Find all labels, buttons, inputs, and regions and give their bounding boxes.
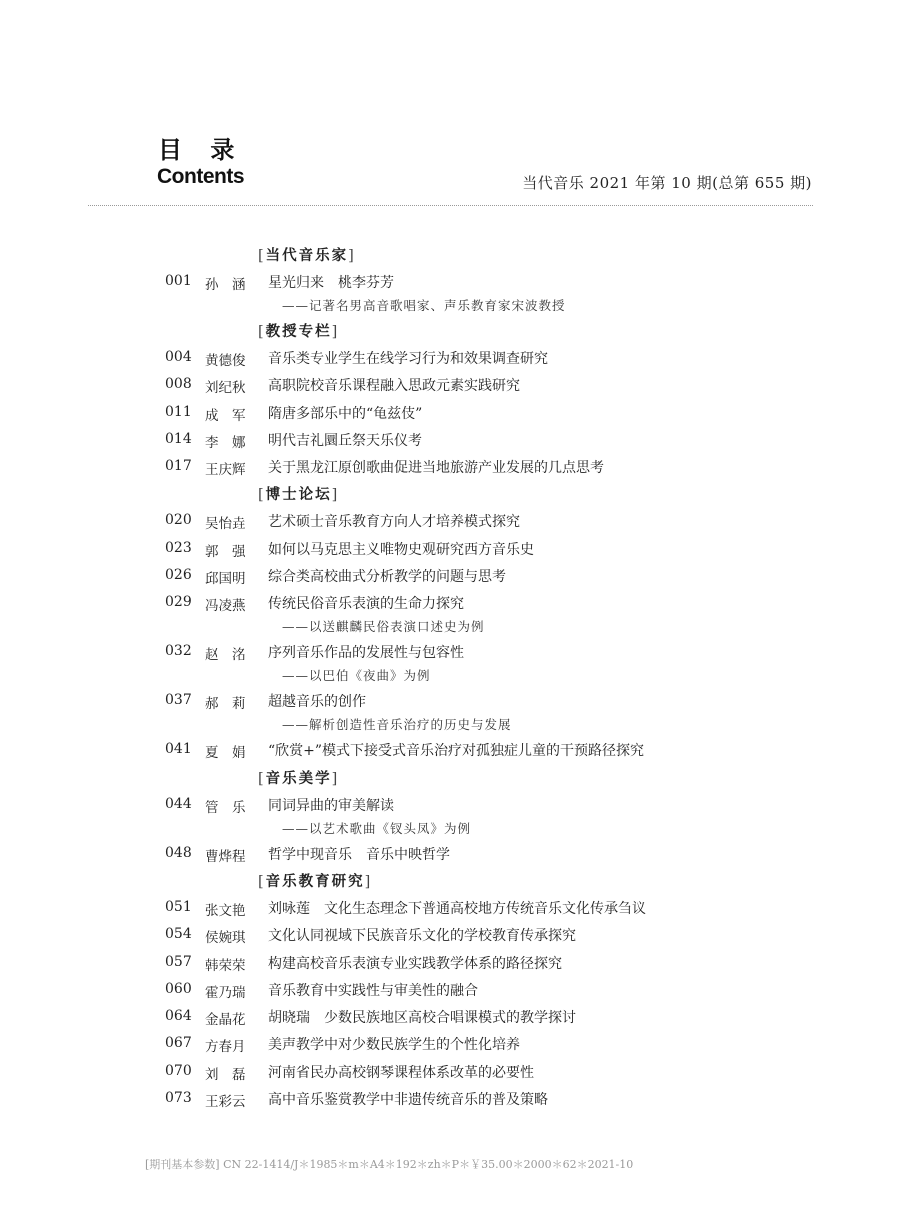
article-title: 哲学中现音乐 音乐中映哲学 — [268, 846, 450, 863]
page-number: 070 — [165, 1062, 192, 1079]
toc-entry — [0, 841, 900, 868]
page-number: 004 — [165, 349, 192, 365]
toc-entry — [0, 590, 900, 639]
author-name: 孙 涵 — [205, 277, 246, 293]
author-name: 李 娜 — [205, 434, 246, 451]
toc-entry — [0, 508, 900, 535]
section-label — [258, 244, 356, 265]
article-title: 高职院校音乐课程融入思政元素实践研究 — [268, 378, 520, 395]
section-label — [258, 483, 339, 504]
author-name: 郭 强 — [205, 543, 246, 560]
page-number: 029 — [165, 594, 192, 611]
toc-entry — [0, 563, 900, 590]
article-title: “欣赏+”模式下接受式音乐治疗对孤独症儿童的干预路径探究 — [268, 743, 645, 760]
toc-entry — [0, 454, 900, 481]
author-name: 金晶花 — [205, 1012, 246, 1029]
page-number: 026 — [165, 567, 192, 584]
article-title: 传统民俗音乐表演的生命力探究 — [268, 596, 464, 613]
page-number: 067 — [165, 1035, 192, 1052]
article-title: 超越音乐的创作 — [268, 694, 366, 711]
section-title: 博士论坛 — [265, 486, 332, 504]
page-number: 064 — [165, 1008, 192, 1025]
article-title: 高中音乐鉴赏教学中非遗传统音乐的普及策略 — [268, 1092, 548, 1109]
article-title: 音乐教育中实践性与审美性的融合 — [268, 982, 478, 999]
article-title: 明代吉礼圜丘祭天乐仪考 — [268, 432, 422, 449]
section-header — [0, 868, 900, 895]
table-of-contents — [0, 242, 900, 1113]
article-title: 胡晓瑞 少数民族地区高校合唱课模式的教学探讨 — [268, 1010, 576, 1027]
issue-info: 当代音乐 2021 年第 10 期(总第 655 期) — [522, 174, 812, 192]
page-number: 041 — [165, 741, 192, 758]
section-label — [258, 320, 339, 341]
section-label — [258, 870, 372, 891]
page-number: 073 — [165, 1090, 192, 1107]
toc-entry — [0, 922, 900, 949]
toc-entry — [0, 1059, 900, 1086]
bracket-left: [ — [258, 487, 266, 504]
article-title: 序列音乐作品的发展性与包容性 — [268, 645, 464, 662]
author-name: 赵 洺 — [205, 647, 246, 664]
page-number: 008 — [165, 376, 192, 393]
article-title: 音乐类专业学生在线学习行为和效果调查研究 — [268, 351, 548, 367]
author-name: 霍乃瑞 — [205, 984, 246, 1001]
toc-entry — [0, 639, 900, 688]
bracket-left: [ — [258, 324, 266, 340]
author-name: 管 乐 — [205, 799, 246, 816]
toc-entry — [0, 792, 900, 841]
bracket-right: ] — [364, 873, 373, 890]
page-number: 017 — [165, 458, 192, 475]
page-number: 057 — [165, 953, 192, 970]
toc-entry — [0, 427, 900, 454]
page-number: 037 — [165, 692, 192, 709]
author-name: 方春月 — [205, 1039, 246, 1056]
author-name: 黄德俊 — [205, 353, 246, 369]
toc-entry — [0, 269, 900, 318]
article-title: 艺术硕士音乐教育方向人才培养模式探究 — [268, 514, 520, 531]
author-name: 侯婉琪 — [205, 930, 246, 947]
toc-entry — [0, 400, 900, 427]
section-title: 当代音乐家 — [265, 247, 349, 264]
page-number: 060 — [165, 980, 192, 997]
page-title-en: Contents — [157, 165, 244, 188]
article-subtitle: ——以艺术歌曲《钗头凤》为例 — [282, 820, 472, 836]
article-subtitle: ——记著名男高音歌唱家、声乐教育家宋波教授 — [282, 298, 566, 313]
toc-entry — [0, 372, 900, 399]
page-number: 051 — [165, 898, 192, 915]
article-subtitle: ——解析创造性音乐治疗的历史与发展 — [282, 717, 512, 733]
author-name: 曹烨程 — [205, 848, 246, 865]
page-number: 054 — [165, 926, 192, 943]
section-header — [0, 481, 900, 508]
section-header — [0, 318, 900, 345]
section-label — [258, 767, 339, 788]
page-number: 014 — [165, 430, 192, 447]
toc-entry — [0, 950, 900, 977]
toc-entry — [0, 536, 900, 563]
toc-entry — [0, 1004, 900, 1031]
section-title: 音乐美学 — [265, 769, 332, 787]
bracket-left: [ — [258, 770, 266, 787]
header-divider — [88, 205, 813, 206]
page-title-cn: 目 录 — [158, 136, 245, 164]
bracket-right: ] — [348, 248, 356, 264]
author-name: 张文艳 — [205, 902, 246, 919]
article-title: 如何以马克思主义唯物史观研究西方音乐史 — [268, 541, 534, 558]
article-title: 美声教学中对少数民族学生的个性化培养 — [268, 1037, 520, 1054]
page-number: 032 — [165, 643, 192, 660]
section-title: 教授专栏 — [265, 323, 332, 340]
article-title: 同词异曲的审美解读 — [268, 797, 394, 814]
toc-entry — [0, 345, 900, 372]
author-name: 成 军 — [205, 407, 246, 424]
author-name: 王庆辉 — [205, 462, 246, 479]
toc-entry — [0, 737, 900, 764]
page-number: 001 — [165, 273, 192, 289]
author-name: 吴怡垚 — [205, 516, 246, 533]
bracket-right: ] — [331, 487, 340, 504]
section-header — [0, 242, 900, 269]
bracket-right: ] — [331, 770, 340, 787]
section-title: 音乐教育研究 — [265, 872, 365, 890]
toc-entry — [0, 1086, 900, 1113]
toc-entry — [0, 895, 900, 922]
article-title: 文化认同视域下民族音乐文化的学校教育传承探究 — [268, 928, 576, 945]
page-number: 011 — [165, 403, 192, 420]
article-title: 关于黑龙江原创歌曲促进当地旅游产业发展的几点思考 — [268, 460, 604, 477]
journal-parameters: [期刊基本参数] CN 22-1414/J＊1985＊m＊A4＊192＊zh＊P＊￥35.00＊2000＊62＊2021-10 — [145, 1158, 634, 1171]
toc-entry — [0, 1031, 900, 1058]
author-name: 刘纪秋 — [205, 380, 246, 397]
article-title: 河南省民办高校钢琴课程体系改革的必要性 — [268, 1064, 534, 1081]
page-number: 044 — [165, 795, 192, 812]
author-name: 郝 莉 — [205, 696, 246, 713]
toc-entry — [0, 688, 900, 737]
article-title: 隋唐多部乐中的“龟兹伎” — [268, 405, 423, 422]
bracket-left: [ — [258, 248, 266, 264]
page-number: 023 — [165, 539, 192, 556]
article-title: 刘咏莲 文化生态理念下普通高校地方传统音乐文化传承刍议 — [268, 900, 646, 917]
author-name: 邱国明 — [205, 571, 246, 588]
page-number: 020 — [165, 512, 192, 529]
article-subtitle: ——以巴伯《夜曲》为例 — [282, 668, 431, 684]
section-header — [0, 765, 900, 792]
article-subtitle: ——以送麒麟民俗表演口述史为例 — [282, 619, 485, 635]
author-name: 夏 娟 — [205, 745, 246, 762]
article-title: 构建高校音乐表演专业实践教学体系的路径探究 — [268, 955, 562, 972]
toc-entry — [0, 977, 900, 1004]
article-title: 星光归来 桃李芬芳 — [268, 275, 394, 291]
author-name: 刘 磊 — [205, 1066, 246, 1083]
author-name: 韩荣荣 — [205, 957, 246, 974]
page-number: 048 — [165, 844, 192, 861]
article-title: 综合类高校曲式分析教学的问题与思考 — [268, 569, 506, 586]
bracket-left: [ — [258, 873, 266, 890]
author-name: 冯凌燕 — [205, 598, 246, 615]
bracket-right: ] — [331, 324, 340, 340]
author-name: 王彩云 — [205, 1094, 246, 1111]
